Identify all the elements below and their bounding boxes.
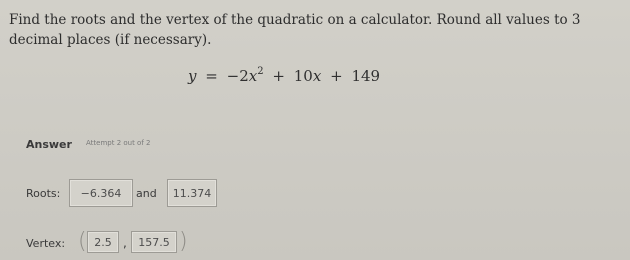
question-text: Find the roots and the vertex of the quadratic on a calculator. Round all values to 3 decimal places (if necessary). xyxy=(9,12,581,48)
equation-plus-2: + xyxy=(330,67,343,85)
vertex-x-input[interactable]: 2.5 xyxy=(87,231,119,253)
vertex-y-input[interactable]: 157.5 xyxy=(131,231,177,253)
quadratic-equation xyxy=(188,66,380,85)
roots-label: Roots: xyxy=(26,187,61,200)
root-2-input[interactable]: 11.374 xyxy=(167,179,217,207)
equation-var-a: x xyxy=(248,67,258,85)
equation-constant: 149 xyxy=(351,67,381,85)
equation-equals: = xyxy=(205,67,218,85)
vertex-open-paren: ( xyxy=(78,229,87,254)
equation-plus-1: + xyxy=(272,67,285,85)
root-1-input[interactable]: −6.364 xyxy=(69,179,133,207)
vertex-label: Vertex: xyxy=(26,237,66,250)
equation-coef-a: −2 xyxy=(226,67,249,85)
equation-exponent: 2 xyxy=(257,66,264,77)
equation-lhs: y xyxy=(188,67,197,85)
vertex-comma: , xyxy=(123,236,127,250)
roots-and-label: and xyxy=(136,187,157,200)
equation-var-b: x xyxy=(312,67,322,85)
equation-coef-b: 10 xyxy=(293,67,313,85)
attempt-counter: Attempt 2 out of 2 xyxy=(86,139,151,147)
vertex-close-paren: ) xyxy=(179,229,188,254)
answer-label: Answer xyxy=(26,138,72,151)
